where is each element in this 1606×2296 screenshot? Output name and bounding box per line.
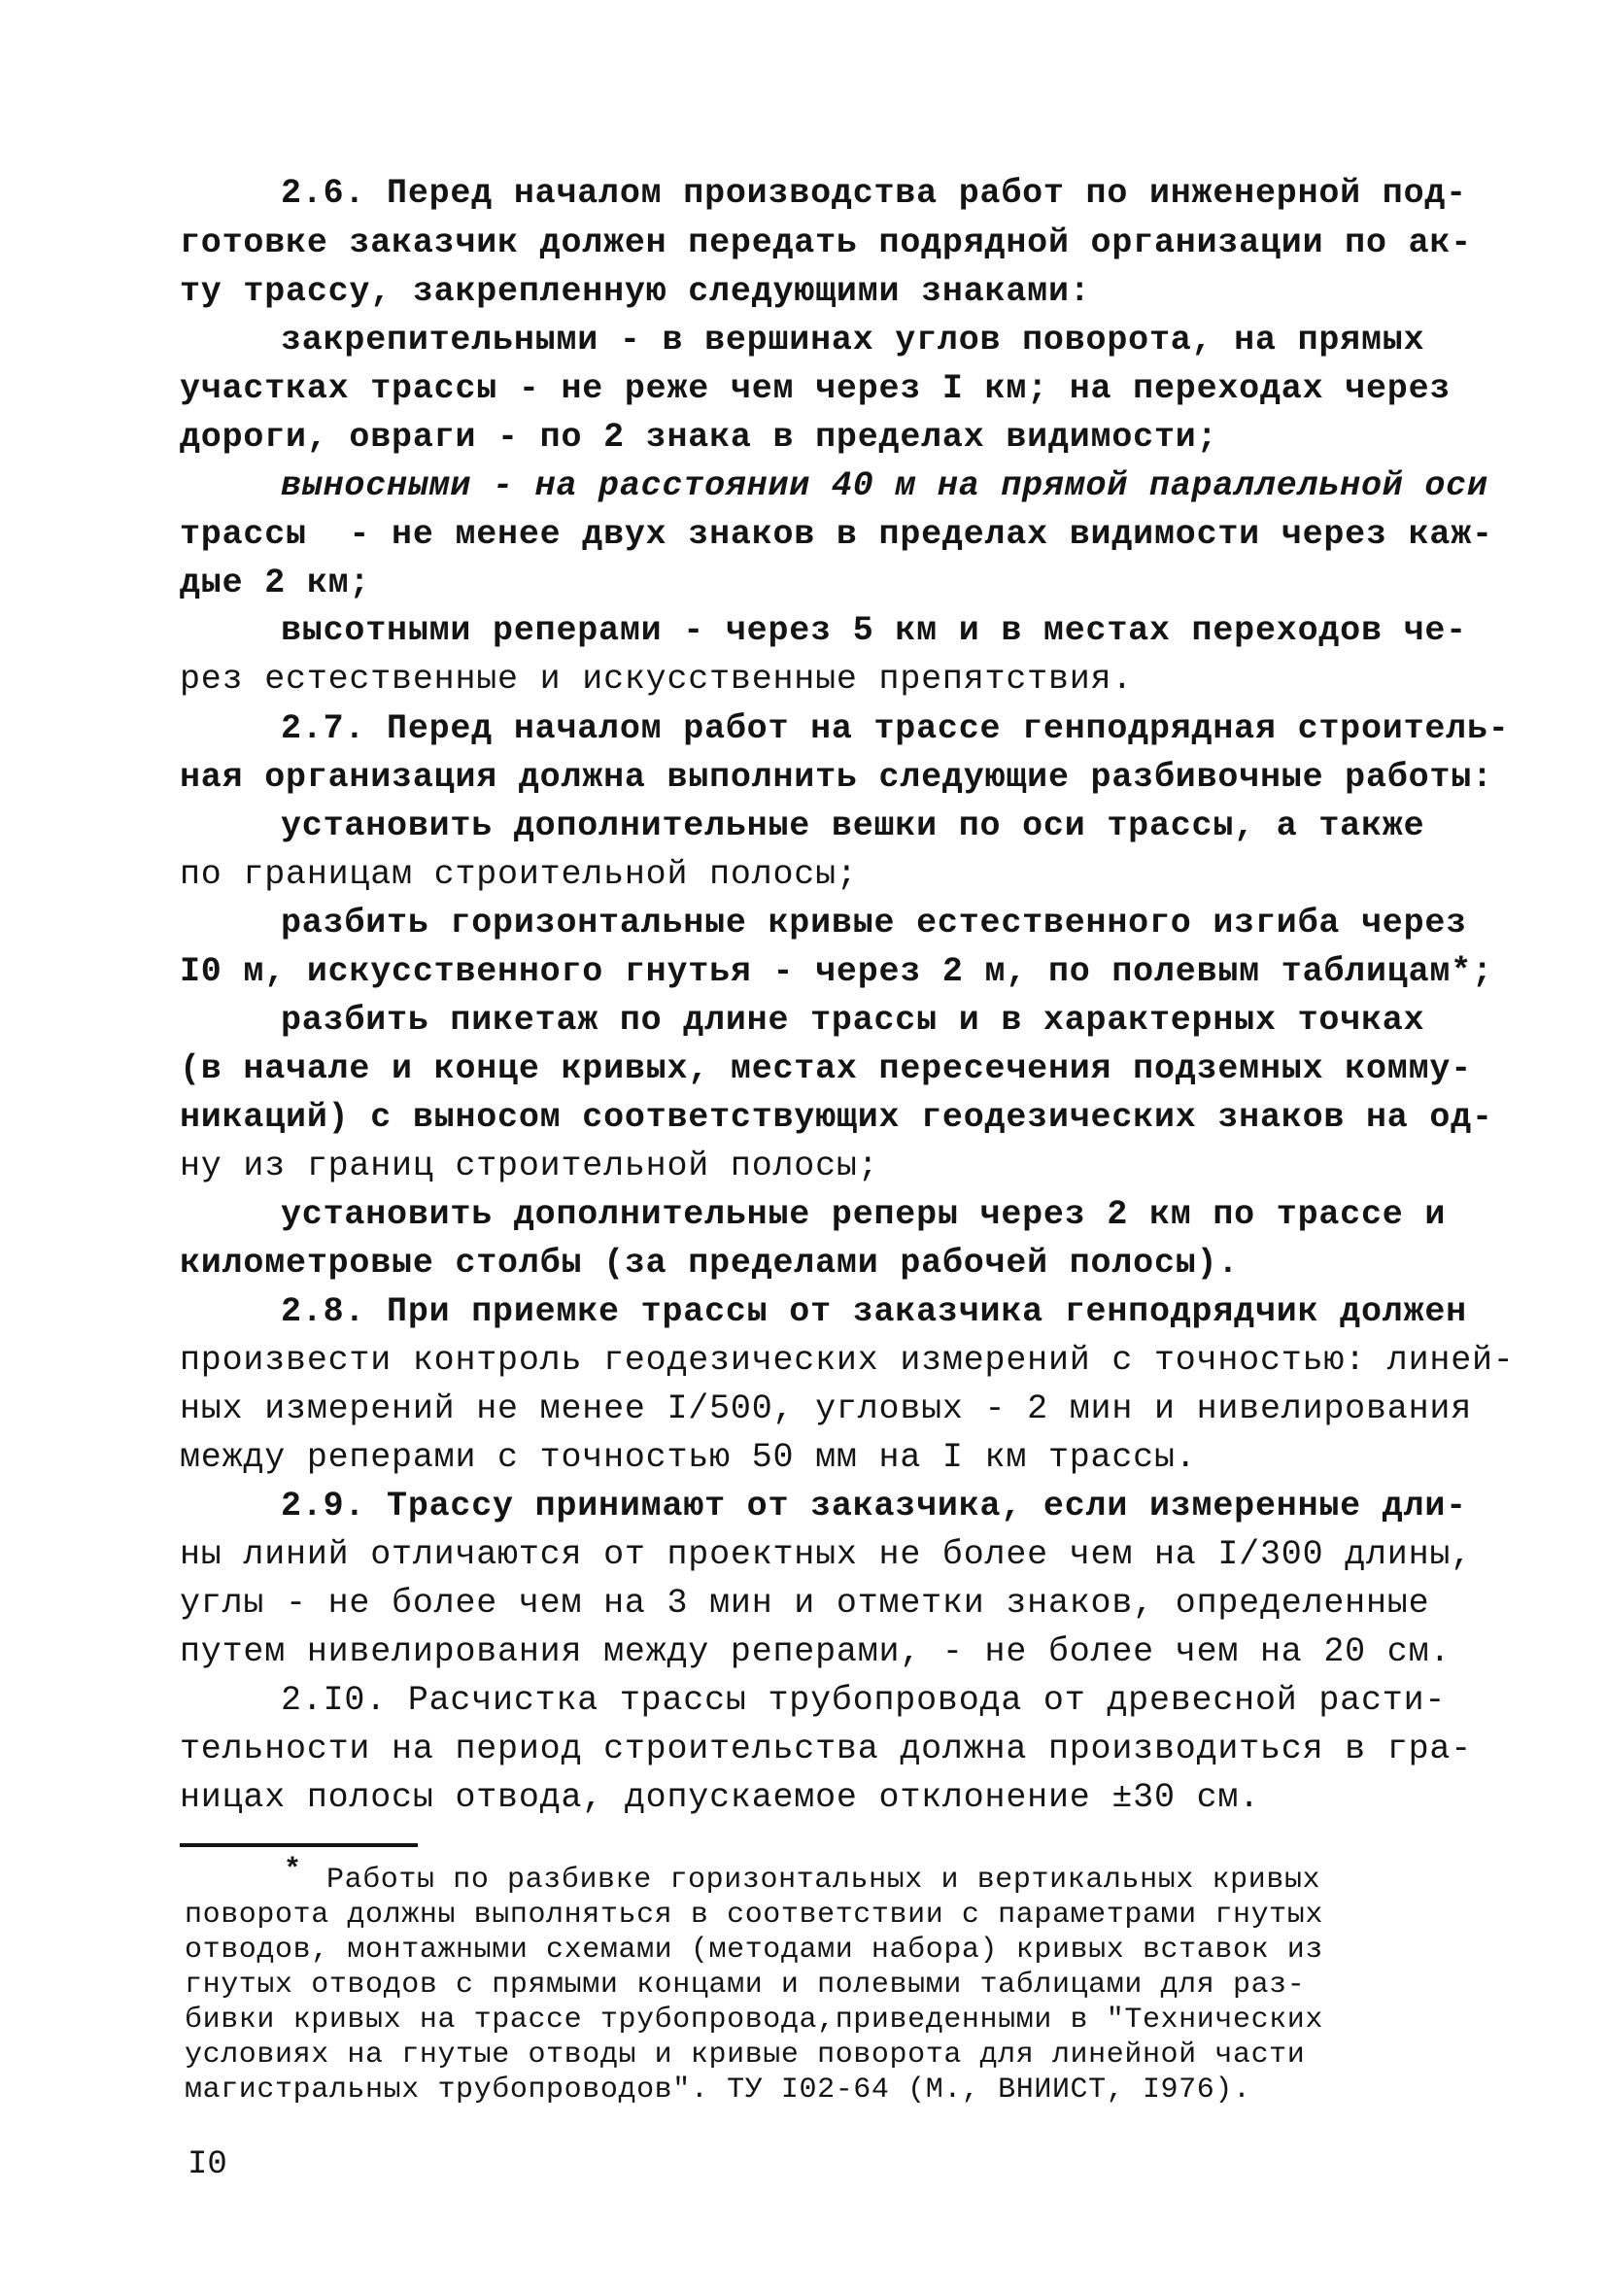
text-line: между реперами с точностью 50 мм на I км трассы. (180, 1438, 1197, 1477)
footnote-line: Работы по разбивке горизонтальных и вертикальных кривых (326, 1864, 1321, 1897)
text-line: разбить горизонтальные кривые естественного изгиба через (281, 904, 1467, 942)
text-line: ту трассу, закрепленную следующими знаками: (180, 272, 1091, 311)
text-line: ну из границ строительной полосы; (180, 1147, 879, 1185)
text-line: произвести контроль геодезических измерений с точностью: линей- (180, 1341, 1515, 1380)
text-line: готовке заказчик должен передать подрядной организации по ак- (180, 223, 1473, 262)
text-line: 2.9. Трассу принимают от заказчика, если измеренные дли- (281, 1487, 1467, 1525)
text-line: участках трассы - не реже чем через I км; на переходах через (180, 369, 1452, 408)
text-line: дые 2 км; (180, 564, 371, 602)
text-line: установить дополнительные реперы через 2 км по трассе и (281, 1195, 1447, 1234)
text-line: дороги, овраги - по 2 знака в пределах видимости; (180, 418, 1218, 457)
text-line: ных измерений не менее I/500, угловых - 2 мин и нивелирования (180, 1389, 1473, 1428)
footnote-divider (180, 1843, 418, 1847)
page-number: I0 (188, 2146, 227, 2183)
footnote-line: бивки кривых на трассе трубопровода,приведенными в "Технических (185, 2004, 1323, 2037)
text-line: высотными реперами - через 5 км и в местах переходов че- (281, 611, 1467, 650)
text-line: I0 м, искусственного гнутья - через 2 м, по полевым таблицам*; (180, 952, 1493, 991)
footnote-line: отводов, монтажными схемами (методами набора) кривых вставок из (185, 1934, 1323, 1967)
text-line: ны линий отличаются от проектных не более чем на I/300 длины, (180, 1535, 1473, 1574)
text-line: ницах полосы отвода, допускаемое отклонение ±30 см. (180, 1778, 1260, 1817)
text-line: рез естественные и искусственные препятствия. (180, 660, 1134, 699)
footnote-marker: * (284, 1854, 302, 1887)
footnote-line: условиях на гнутые отводы и кривые поворота для линейной части (185, 2039, 1306, 2072)
text-line: путем нивелирования между реперами, - не более чем на 20 см. (180, 1632, 1452, 1671)
text-line: трассы - не менее двух знаков в пределах видимости через каж- (180, 515, 1493, 554)
footnote-line: гнутых отводов с прямыми концами и полевыми таблицами для раз- (185, 1969, 1306, 2002)
text-line: разбить пикетаж по длине трассы и в характерных точках (281, 1001, 1425, 1040)
text-line: 2.6. Перед началом производства работ по инженерной под- (281, 174, 1467, 213)
text-line: тельности на период строительства должна производиться в гра- (180, 1730, 1473, 1768)
text-line: 2.8. При приемке трассы от заказчика генподрядчик должен (281, 1292, 1467, 1331)
footnote-line: магистральных трубопроводов". ТУ I02-64 (М., ВНИИСТ, I976). (185, 2073, 1251, 2107)
text-line: выносными - на расстоянии 40 м на прямой параллельной оси (281, 466, 1488, 505)
footnote-line: поворота должны выполняться в соответствии с параметрами гнутых (185, 1899, 1323, 1932)
text-line: 2.I0. Расчистка трассы трубопровода от древесной расти- (281, 1681, 1447, 1720)
text-line: установить дополнительные вешки по оси трассы, а также (281, 806, 1425, 845)
text-line: 2.7. Перед началом работ на трассе генподрядная строитель- (281, 709, 1510, 748)
text-line: углы - не более чем на 3 мин и отметки знаков, определенные (180, 1584, 1430, 1623)
text-line: километровые столбы (за пределами рабочей полосы). (180, 1244, 1240, 1283)
text-line: по границам строительной полосы; (180, 855, 858, 894)
text-line: никаций) с выносом соответствующих геодезических знаков на од- (180, 1098, 1493, 1137)
text-line: ная организация должна выполнить следующие разбивочные работы: (180, 758, 1493, 797)
text-line: (в начале и конце кривых, местах пересечения подземных комму- (180, 1049, 1473, 1088)
text-line: закрепительными - в вершинах углов поворота, на прямых (281, 321, 1425, 360)
